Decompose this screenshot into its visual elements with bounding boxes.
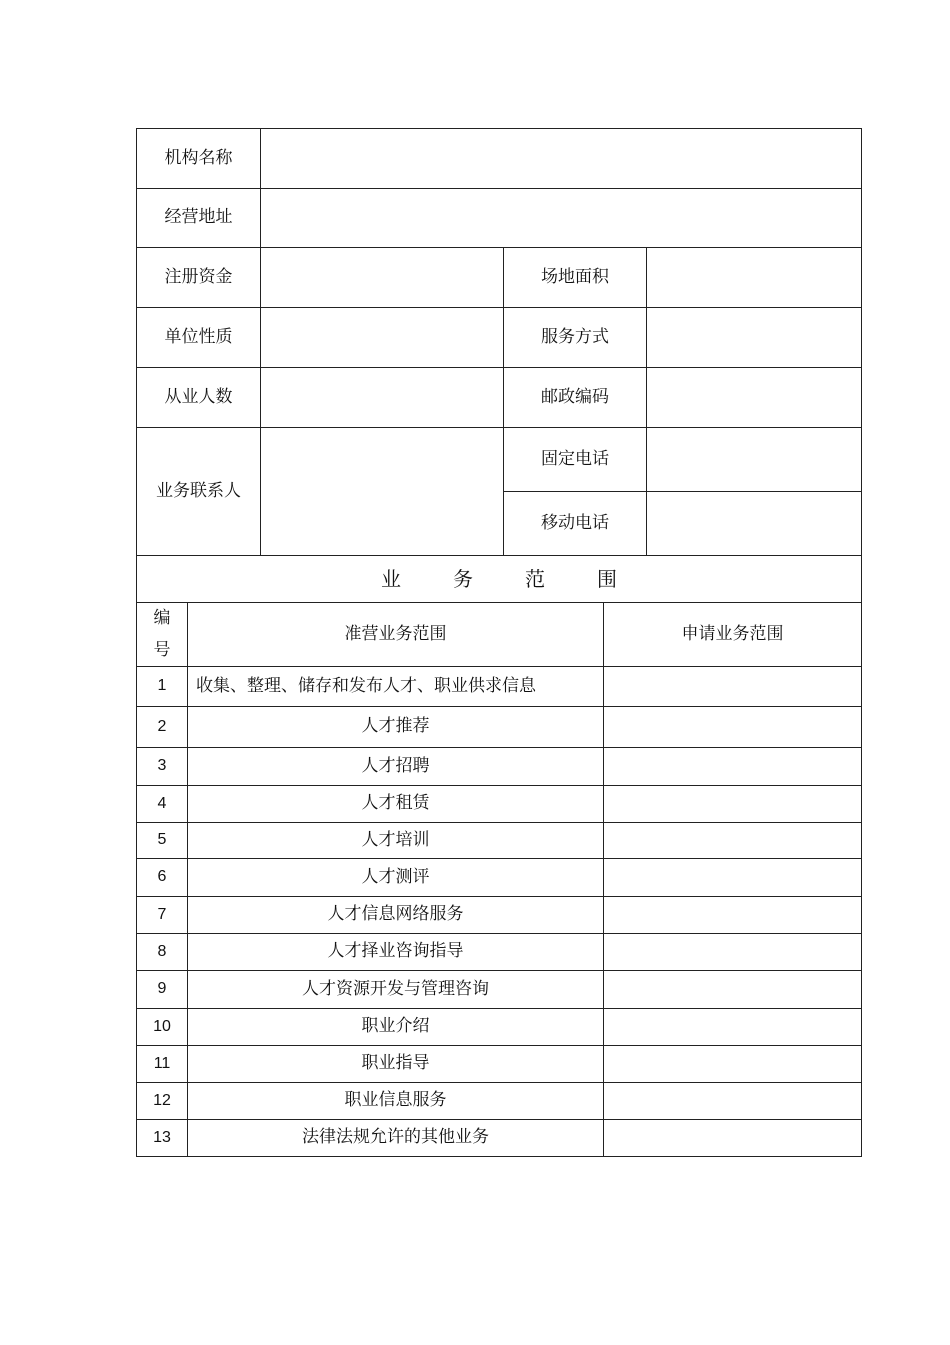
label-service-mode: 服务方式	[541, 326, 609, 347]
label-registered-capital: 注册资金	[164, 266, 233, 287]
scope-title-char: 围	[597, 566, 617, 591]
label-site-area: 场地面积	[541, 266, 609, 287]
header-number-char: 编	[153, 608, 171, 628]
row-applied-field[interactable]	[604, 933, 861, 970]
row-number: 3	[157, 757, 167, 775]
field-institution-name[interactable]	[261, 129, 861, 188]
field-fixed-phone[interactable]	[647, 427, 861, 491]
row-applied-field[interactable]	[604, 1008, 861, 1045]
header-number	[137, 602, 187, 666]
row-allowed-item: 法律法规允许的其他业务	[302, 1127, 489, 1148]
row-number: 11	[153, 1054, 171, 1072]
row-applied-field[interactable]	[604, 747, 861, 785]
header-number-char: 号	[153, 640, 171, 660]
label-fixed-phone: 固定电话	[541, 448, 609, 469]
row-allowed-item: 人才租赁	[361, 793, 430, 814]
row-allowed-item: 人才资源开发与管理咨询	[302, 978, 489, 999]
row-applied-field[interactable]	[604, 822, 861, 858]
row-number: 9	[157, 980, 167, 998]
row-allowed-item: 人才信息网络服务	[327, 904, 464, 925]
row-applied-field[interactable]	[604, 970, 861, 1008]
row-allowed-item: 人才培训	[361, 829, 430, 850]
row-allowed-item: 职业指导	[361, 1053, 430, 1074]
field-staff-count[interactable]	[261, 367, 503, 427]
label-unit-nature: 单位性质	[164, 326, 233, 347]
label-business-address: 经营地址	[164, 207, 233, 228]
row-allowed-item: 人才推荐	[361, 716, 430, 737]
row-applied-field[interactable]	[604, 1045, 861, 1082]
row-allowed-item: 职业介绍	[361, 1016, 430, 1037]
field-service-mode[interactable]	[647, 307, 861, 367]
row-number: 5	[157, 831, 167, 849]
field-registered-capital[interactable]	[261, 247, 503, 307]
field-postal-code[interactable]	[647, 367, 861, 427]
row-applied-field[interactable]	[604, 785, 861, 822]
scope-title-char: 范	[525, 566, 545, 591]
field-site-area[interactable]	[647, 247, 861, 307]
row-number: 4	[157, 794, 167, 812]
row-allowed-item: 职业信息服务	[344, 1090, 447, 1111]
row-allowed-item: 人才招聘	[361, 755, 430, 776]
row-number: 13	[153, 1128, 171, 1146]
label-mobile-phone: 移动电话	[541, 512, 609, 533]
label-business-contact: 业务联系人	[156, 480, 241, 501]
row-number: 8	[157, 942, 167, 960]
label-staff-count: 从业人数	[164, 386, 233, 407]
label-postal-code: 邮政编码	[541, 386, 609, 407]
row-applied-field[interactable]	[604, 1119, 861, 1156]
field-business-address[interactable]	[261, 188, 861, 247]
label-institution-name: 机构名称	[164, 148, 233, 169]
row-allowed-item: 收集、整理、储存和发布人才、职业供求信息	[196, 675, 536, 696]
row-applied-field[interactable]	[604, 706, 861, 747]
row-number: 12	[153, 1091, 171, 1109]
row-applied-field[interactable]	[604, 858, 861, 896]
application-form-table	[136, 128, 862, 1157]
field-mobile-phone[interactable]	[647, 491, 861, 555]
scope-section-title	[137, 555, 861, 602]
row-allowed-item: 人才择业咨询指导	[327, 941, 464, 962]
row-allowed-item: 人才测评	[361, 866, 430, 887]
header-applied-scope: 申请业务范围	[681, 623, 784, 644]
row-number: 6	[157, 868, 167, 886]
field-business-contact[interactable]	[261, 427, 503, 555]
row-number: 2	[157, 717, 167, 735]
row-number: 1	[157, 677, 167, 695]
row-applied-field[interactable]	[604, 1082, 861, 1119]
header-allowed-scope: 准营业务范围	[344, 623, 447, 644]
row-number: 10	[153, 1017, 171, 1035]
row-number: 7	[157, 905, 167, 923]
scope-title-char: 业	[381, 566, 401, 591]
scope-title-char: 务	[453, 566, 473, 591]
row-applied-field[interactable]	[604, 666, 861, 706]
field-unit-nature[interactable]	[261, 307, 503, 367]
row-applied-field[interactable]	[604, 896, 861, 933]
